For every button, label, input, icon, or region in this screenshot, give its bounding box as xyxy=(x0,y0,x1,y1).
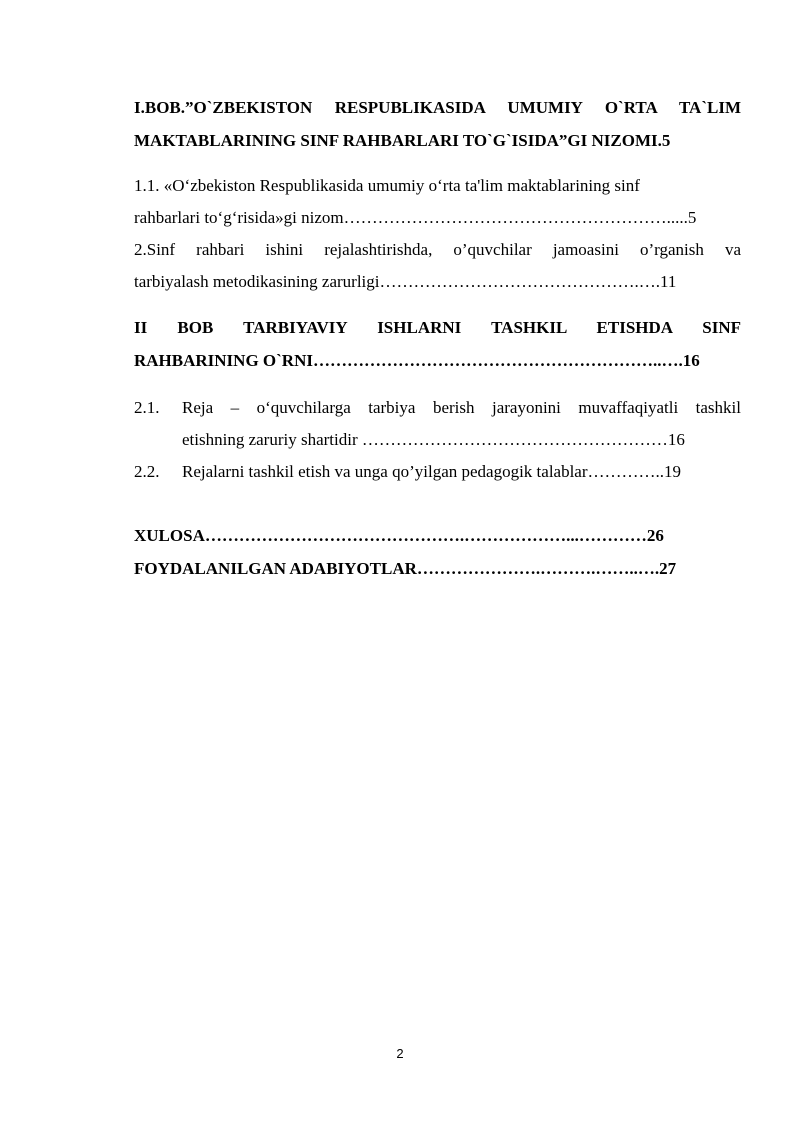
toc-references: FOYDALANILGAN ADABIYOTLAR………………….……….……..….27 xyxy=(134,559,677,578)
toc-conclusion: XULOSA……………………………………….………………...…………26 xyxy=(134,526,664,545)
toc-section-1-1-line-2: rahbarlari to‘g‘risida»gi nizom………………………………………………….....5 xyxy=(134,208,697,227)
toc-chapter-2-line-1: II BOB TARBIYAVIY ISHLARNI TASHKIL ETISHDA SINF xyxy=(134,318,741,337)
toc-section-2-2-num: 2.2. xyxy=(134,462,160,481)
toc-section-2-1-line-1: Reja – o‘quvchilarga tarbiya berish jarayonini muvaffaqiyatli tashkil xyxy=(182,398,741,417)
toc-chapter-2-line-2: RAHBARINING O`RNI……………………………………………………..….16 xyxy=(134,351,700,370)
toc-chapter-1-line-2: MAKTABLARINING SINF RAHBARLARI TO`G`ISIDA”GI NIZOMI.5 xyxy=(134,131,671,150)
toc-section-1-1-line-1: 1.1. «O‘zbekiston Respublikasida umumiy o‘rta ta'lim maktablarining sinf xyxy=(134,176,640,195)
toc-section-2-1-num: 2.1. xyxy=(134,398,160,417)
page-number: 2 xyxy=(396,1046,404,1061)
toc-section-2-line-1: 2.Sinf rahbari ishini rejalashtirishda, o’quvchilar jamoasini o’rganish va xyxy=(134,240,741,259)
toc-section-2-2-line-1: Rejalarni tashkil etish va unga qo’yilgan pedagogik talablar…………..19 xyxy=(182,462,682,481)
toc-chapter-1-line-1: I.BOB.”O`ZBEKISTON RESPUBLIKASIDA UMUMIY O`RTA TA`LIM xyxy=(134,98,741,117)
toc-section-2-1-line-2: etishning zaruriy shartidir ………………………………………………16 xyxy=(182,430,685,449)
toc-section-2-line-2: tarbiyalash metodikasining zarurligi……………………………………….….11 xyxy=(134,272,677,291)
